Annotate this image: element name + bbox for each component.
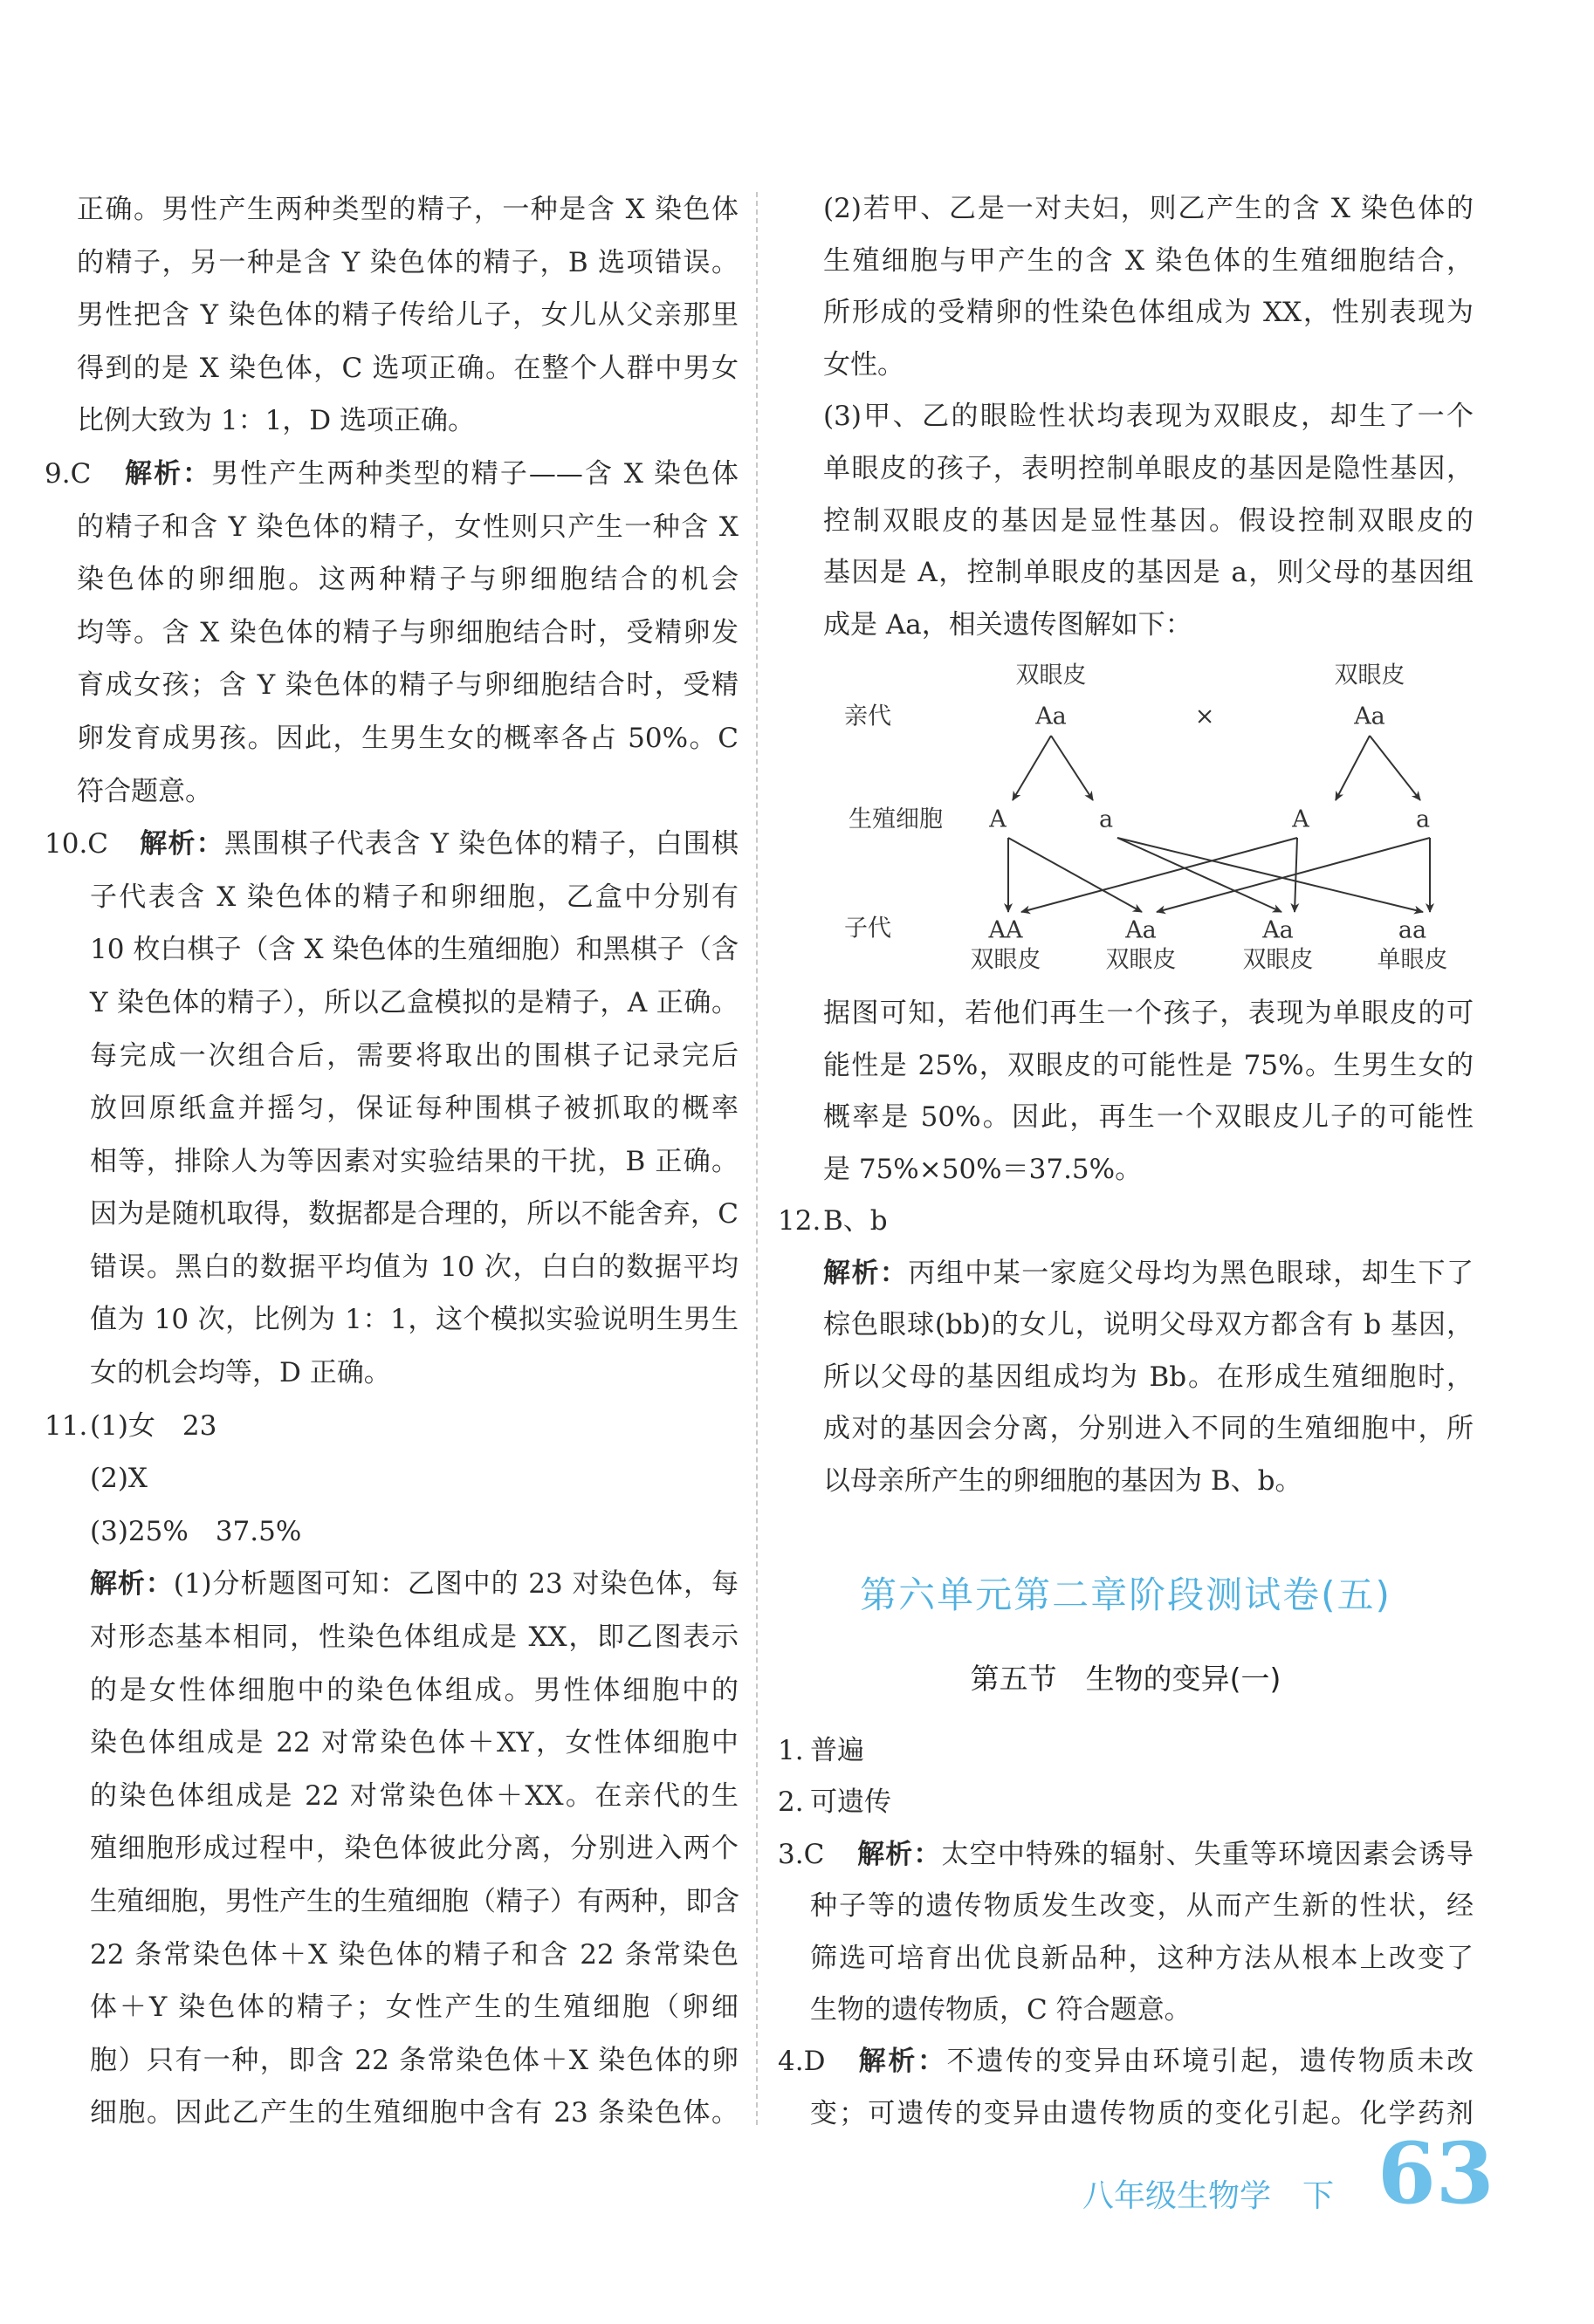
line-text: 能性是 25%，双眼皮的可能性是 75%。生男生女的: [823, 1049, 1474, 1081]
line-text: 女的机会均等，D 正确。: [90, 1357, 391, 1389]
line-text: 的是女性体细胞中的染色体组成。男性体细胞中的: [90, 1674, 739, 1706]
line-text: (1)分析题图可知：乙图中的 23 对染色体，每: [173, 1568, 739, 1601]
analysis-label: 解析：: [856, 2046, 947, 2078]
row-label-gametes: 生殖细胞: [849, 806, 943, 833]
line-text: 所以父母的基因组成均为 Bb。在形成生殖细胞时，: [823, 1361, 1474, 1393]
line-text: 子代表含 X 染色体的精子和卵细胞，乙盒中分别有: [90, 881, 739, 913]
line-text: 女性。: [823, 348, 904, 380]
text-line: [778, 1985, 1474, 2036]
line-text: 控制双眼皮的基因是显性基因。假设控制双眼皮的: [823, 504, 1474, 537]
line-text: 的染色体组成是 22 对常染色体＋XX。在亲代的生: [90, 1779, 739, 1812]
parent-genotype: Aa: [1354, 703, 1385, 730]
text-line: [45, 2087, 739, 2140]
right-column-bottom: [778, 1725, 1474, 2140]
section-title: 第六单元第二章阶段测试卷(五): [860, 1573, 1391, 1616]
line-text: 男性把含 Y 染色体的精子传给儿子，女儿从父亲那里: [77, 299, 739, 332]
analysis-label: 解析：: [90, 1568, 174, 1601]
offspring-genotype: Aa: [1262, 916, 1294, 944]
line-text: 值为 10 次，比例为 1：1，这个模拟实验说明生男生: [90, 1304, 739, 1336]
line-text: 丙组中某一家庭父母均为黑色眼球，却生下了: [908, 1257, 1474, 1289]
line-text: 卵发育成男孩。因此，生男生女的概率各占 50%。C: [77, 722, 739, 754]
text-line: [45, 1558, 739, 1611]
line-text: 22 条常染色体＋X 染色体的精子和含 22 条常染色: [90, 1938, 739, 1971]
offspring-genotype: AA: [988, 916, 1023, 944]
line-text: 殖细胞形成过程中，染色体彼此分离，分别进入两个: [90, 1833, 739, 1865]
line-text: 均等。含 X 染色体的精子与卵细胞结合时，受精卵发: [77, 616, 739, 648]
text-line: [45, 1188, 739, 1241]
line-text: 种子等的遗传物质发生改变，从而产生新的性状，经: [810, 1890, 1474, 1923]
answer-number: 1.: [778, 1735, 804, 1766]
offspring-phenotype: 双眼皮: [1105, 946, 1177, 974]
line-text: 成是 Aa，相关遗传图解如下：: [823, 608, 1192, 641]
line-text: 的精子，另一种是含 Y 染色体的精子，B 选项错误。: [77, 246, 739, 278]
gamete: A: [989, 806, 1007, 833]
line-text: 相等，排除人为等因素对实验结果的干扰，B 正确。: [90, 1145, 739, 1177]
line-text: B、b: [823, 1205, 888, 1237]
parent-phenotype: 双眼皮: [1334, 662, 1405, 689]
text-line: [778, 1933, 1474, 1985]
line-text: 普遍: [810, 1735, 864, 1766]
answer-item: [778, 1777, 1474, 1828]
arrow: [1117, 838, 1423, 912]
line-text: 放回原纸盒并摇匀，保证每种围棋子被抓取的概率: [90, 1093, 739, 1125]
text-line: [778, 1299, 1474, 1352]
text-line: [778, 1144, 1474, 1196]
line-text: (3)25% 37.5%: [90, 1515, 302, 1547]
answer-item: [45, 1452, 739, 1505]
answer-number: 12.: [778, 1205, 821, 1237]
offspring-phenotype: 双眼皮: [970, 946, 1041, 974]
page-number: 63: [1378, 2124, 1494, 2223]
line-text: 男性产生两种类型的精子——含 X 染色体: [211, 457, 739, 490]
text-line: [45, 1030, 739, 1083]
answer-item: [45, 1558, 739, 2140]
text-line: [778, 2088, 1474, 2140]
answer-number: 10.C: [45, 828, 109, 860]
line-text: 比例大致为 1：1，D 选项正确。: [77, 405, 476, 437]
text-line: [45, 1347, 739, 1400]
line-text: 正确。男性产生两种类型的精子，一种是含 X 染色体: [77, 194, 739, 225]
offspring-genotype: aa: [1398, 916, 1427, 944]
parent-phenotype: 双眼皮: [1015, 662, 1087, 689]
line-text: 太空中特殊的辐射、失重等环境因素会诱导: [941, 1838, 1474, 1870]
arrow: [1008, 838, 1142, 912]
line-text: Y 染色体的精子），所以乙盒模拟的是精子，A 正确。: [90, 986, 739, 1018]
answer-number: 11.: [45, 1409, 88, 1442]
row-label-parents: 亲代: [844, 703, 891, 730]
text-line: [45, 2034, 739, 2087]
text-line: [45, 1452, 739, 1505]
answer-item: [778, 988, 1474, 1196]
line-text: 成对的基因会分离，分别进入不同的生殖细胞中，所: [823, 1413, 1474, 1444]
answer-item: [778, 1196, 1474, 1248]
offspring-phenotype: 单眼皮: [1377, 946, 1448, 974]
text-line: [45, 1611, 739, 1664]
line-text: (2)X: [90, 1463, 148, 1495]
analysis-label: 解析：: [139, 828, 224, 860]
text-line: [45, 1981, 739, 2034]
text-line: [45, 1822, 739, 1875]
arrow: [1051, 736, 1093, 800]
arrow: [1013, 736, 1051, 800]
section-subtitle: 第五节 生物的变异(一): [970, 1662, 1281, 1696]
line-text: 符合题意。: [77, 775, 212, 807]
line-text: 筛选可培育出优良新品种，这种方法从根本上改变了: [810, 1942, 1474, 1974]
text-line: [778, 1040, 1474, 1093]
text-line: [778, 1196, 1474, 1248]
answer-item: [778, 1248, 1474, 1508]
line-text: 单眼皮的孩子，表明控制单眼皮的基因是隐性基因，: [823, 452, 1474, 484]
arrow: [1336, 736, 1370, 800]
analysis-label: 解析：: [823, 1257, 909, 1289]
text-line: [778, 1881, 1474, 1932]
text-line: [45, 1082, 739, 1135]
parent-genotype: Aa: [1035, 703, 1067, 730]
line-text: 育成女孩；含 Y 染色体的精子与卵细胞结合时，受精: [77, 669, 739, 702]
analysis-label: 解析：: [123, 457, 212, 490]
footer-subject: 八年级生物学 下: [1082, 2178, 1335, 2214]
gamete: A: [1292, 806, 1309, 833]
text-line: [45, 1929, 739, 1982]
line-text: 棕色眼球(bb)的女儿，说明父母双方都含有 b 基因，: [823, 1309, 1474, 1340]
answer-item: [45, 1505, 739, 1559]
answer-item: [778, 1725, 1474, 1777]
answer-item: [778, 2036, 1474, 2140]
text-line: [778, 988, 1474, 1040]
line-text: 错误。黑白的数据平均值为 10 次，白白的数据平均: [90, 1251, 739, 1283]
gamete: a: [1098, 806, 1114, 833]
analysis-label: 解析：: [856, 1838, 942, 1870]
text-line: [45, 1293, 739, 1347]
gamete: a: [1415, 806, 1431, 833]
line-text: 因为是随机取得，数据都是合理的，所以不能舍弃，C: [90, 1198, 739, 1231]
arrow: [1370, 736, 1420, 800]
line-text: 所形成的受精卵的性染色体组成为 XX，性别表现为: [823, 297, 1474, 329]
inheritance-diagram: [0, 0, 1594, 1012]
line-text: 变；可遗传的变异由遗传物质的变化引起。化学药剂: [810, 2097, 1474, 2129]
line-text: (2)若甲、乙是一对夫妇，则乙产生的含 X 染色体的: [823, 193, 1474, 224]
line-text: 染色体组成是 22 对常染色体＋XY，女性体细胞中: [90, 1727, 739, 1759]
line-text: 生殖细胞与甲产生的含 X 染色体的生殖细胞结合，: [823, 244, 1474, 277]
line-text: 对形态基本相同，性染色体组成是 XX，即乙图表示: [90, 1621, 739, 1654]
line-text: 的精子和含 Y 染色体的精子，女性则只产生一种含 X: [77, 511, 739, 543]
answer-number: 3.C: [778, 1838, 825, 1870]
text-line: [778, 1352, 1474, 1404]
text-line: [778, 1403, 1474, 1456]
line-text: 生殖细胞，男性产生的生殖细胞（精子）有两种，即含: [90, 1886, 739, 1917]
answer-item: [45, 1400, 739, 1453]
answer-number: 2.: [778, 1786, 804, 1819]
line-text: 以母亲所产生的卵细胞的基因为 B、b。: [823, 1464, 1302, 1497]
text-line: [45, 1241, 739, 1294]
text-line: [45, 1664, 739, 1717]
line-text: 染色体的卵细胞。这两种精子与卵细胞结合的机会: [77, 564, 739, 596]
text-line: [778, 1829, 1474, 1881]
line-text: 不遗传的变异由环境引起，遗传物质未改: [946, 2046, 1474, 2078]
text-line: [778, 1725, 1474, 1777]
answer-number: 4.D: [778, 2046, 826, 2078]
line-text: (1)女 23: [90, 1409, 217, 1442]
line-text: 10 枚白棋子（含 X 染色体的生殖细胞）和黑棋子（含: [90, 934, 739, 966]
line-text: 细胞。因此乙产生的生殖细胞中含有 23 条染色体。: [90, 2097, 739, 2129]
line-text: 是 75%×50%＝37.5%。: [823, 1153, 1143, 1185]
text-line: [45, 1135, 739, 1189]
line-text: 黑围棋子代表含 Y 染色体的精子，白围棋: [223, 828, 739, 860]
line-text: 据图可知，若他们再生一个孩子，表现为单眼皮的可: [823, 997, 1474, 1029]
offspring-genotype: Aa: [1125, 916, 1157, 944]
cross-symbol: ×: [1194, 703, 1215, 730]
text-line: [778, 1092, 1474, 1144]
line-text: 可遗传: [810, 1786, 891, 1819]
line-text: 每完成一次组合后，需要将取出的围棋子记录完后: [90, 1039, 739, 1072]
text-line: [45, 1875, 739, 1929]
text-line: [778, 2036, 1474, 2087]
line-text: 生物的遗传物质，C 符合题意。: [810, 1993, 1192, 2026]
line-text: 基因是 A，控制单眼皮的基因是 a，则父母的基因组: [823, 557, 1474, 589]
text-line: [778, 1456, 1474, 1508]
line-text: 胞）只有一种，即含 22 条常染色体＋X 染色体的卵: [90, 2044, 739, 2076]
text-line: [778, 1248, 1474, 1300]
text-line: [45, 1505, 739, 1559]
offspring-phenotype: 双眼皮: [1242, 946, 1314, 974]
text-line: [778, 1777, 1474, 1828]
text-line: [45, 1400, 739, 1453]
answer-item: [778, 1829, 1474, 2037]
text-line: [45, 1717, 739, 1770]
line-text: 体＋Y 染色体的精子；女性产生的生殖细胞（卵细: [90, 1992, 739, 2024]
line-text: 概率是 50%。因此，再生一个双眼皮儿子的可能性: [823, 1101, 1474, 1133]
line-text: (3)甲、乙的眼睑性状均表现为双眼皮，却生了一个: [823, 401, 1474, 433]
answer-number: 9.C: [45, 457, 92, 490]
line-text: 得到的是 X 染色体，C 选项正确。在整个人群中男女: [77, 352, 739, 384]
right-column-middle: [778, 988, 1474, 1507]
row-label-offspring: 子代: [844, 915, 891, 943]
text-line: [45, 1770, 739, 1823]
